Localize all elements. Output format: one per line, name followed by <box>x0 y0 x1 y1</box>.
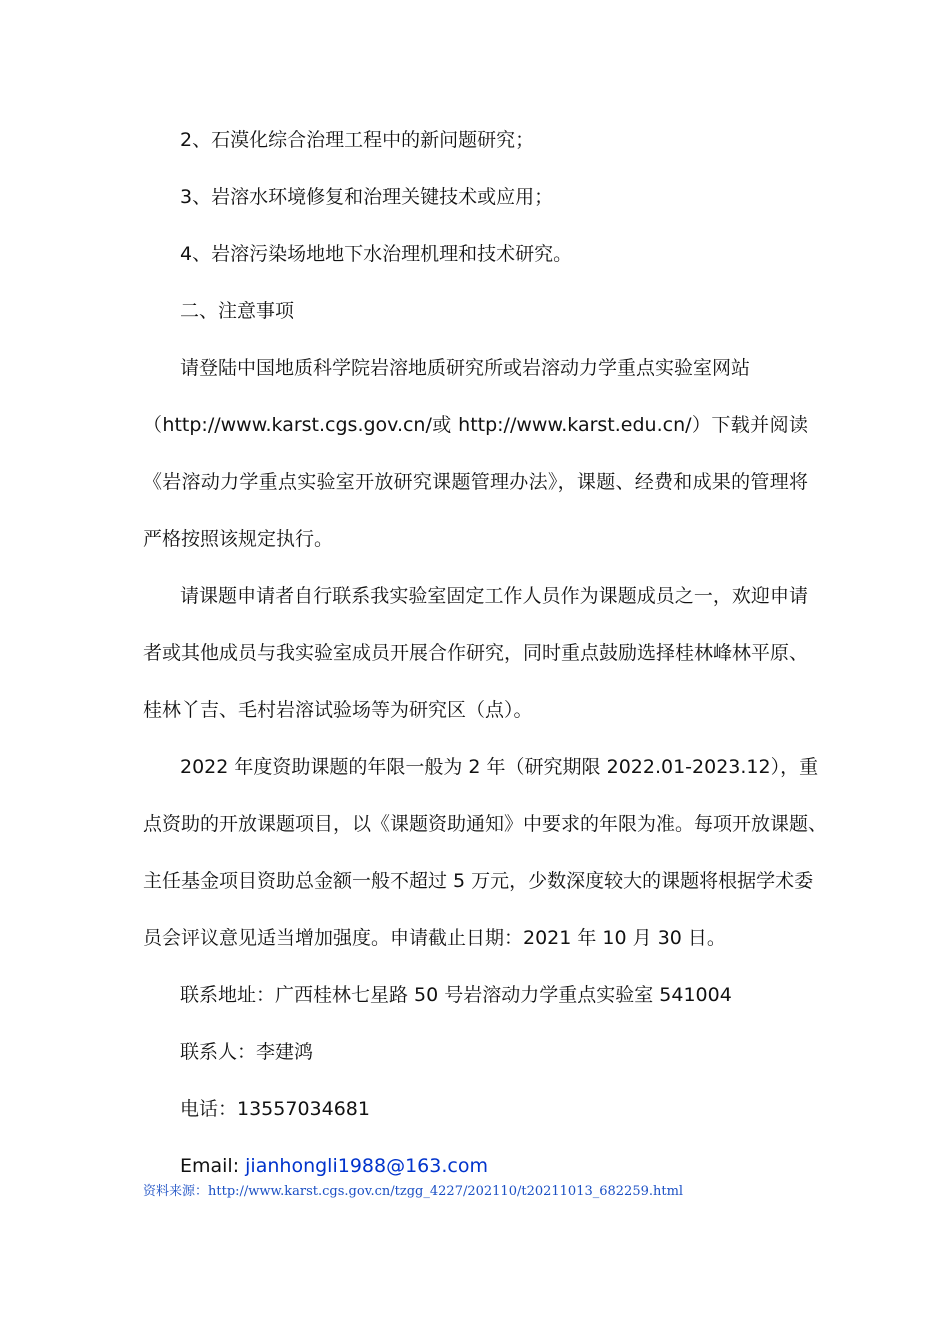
list-item: 4、岩溶污染场地地下水治理机理和技术研究。 <box>180 243 573 265</box>
paragraph-line: 主任基金项目资助总金额一般不超过 5 万元，少数深度较大的课题将根据学术委 <box>143 870 814 892</box>
source-label: 资料来源： <box>143 1184 209 1199</box>
paragraph-line: （http://www.karst.cgs.gov.cn/或 http://www.karst.edu.cn/）下载并阅读 <box>143 414 808 436</box>
email-label: Email: <box>180 1155 246 1177</box>
contact-person: 联系人：李建鸿 <box>180 1041 314 1063</box>
section-heading: 二、注意事项 <box>180 300 295 322</box>
paragraph-line: 点资助的开放课题项目，以《课题资助通知》中要求的年限为准。每项开放课题、 <box>143 813 828 835</box>
list-item: 2、石漠化综合治理工程中的新问题研究； <box>180 129 535 151</box>
paragraph-line: 请登陆中国地质科学院岩溶地质研究所或岩溶动力学重点实验室网站 <box>180 357 751 379</box>
email-link[interactable]: jianhongli1988@163.com <box>245 1155 488 1177</box>
paragraph-line: 者或其他成员与我实验室成员开展合作研究，同时重点鼓励选择桂林峰林平原、 <box>143 642 809 664</box>
paragraph-line: 员会评议意见适当增加强度。申请截止日期：2021 年 10 月 30 日。 <box>143 927 726 949</box>
paragraph-funding <box>143 749 828 977</box>
contact-address: 联系地址：广西桂林七星路 50 号岩溶动力学重点实验室 541004 <box>180 984 732 1006</box>
paragraph-line: 2022 年度资助课题的年限一般为 2 年（研究期限 2022.01-2023.12），重 <box>180 756 819 778</box>
paragraph-download-rules <box>143 350 808 578</box>
paragraph-line: 请课题申请者自行联系我实验室固定工作人员作为课题成员之一，欢迎申请 <box>180 585 808 607</box>
paragraph-line: 桂林丫吉、毛村岩溶试验场等为研究区（点）。 <box>143 699 533 721</box>
document-body <box>143 122 828 1205</box>
contact-phone: 电话：13557034681 <box>180 1098 370 1120</box>
source-footer <box>143 1180 683 1199</box>
source-url[interactable]: http://www.karst.cgs.gov.cn/tzgg_4227/202110/t20211013_682259.html <box>208 1184 684 1199</box>
list-item: 3、岩溶水环境修复和治理关键技术或应用； <box>180 186 554 208</box>
paragraph-collaboration <box>143 578 808 749</box>
paragraph-line: 《岩溶动力学重点实验室开放研究课题管理办法》，课题、经费和成果的管理将 <box>143 471 808 493</box>
paragraph-line: 严格按照该规定执行。 <box>143 528 334 550</box>
